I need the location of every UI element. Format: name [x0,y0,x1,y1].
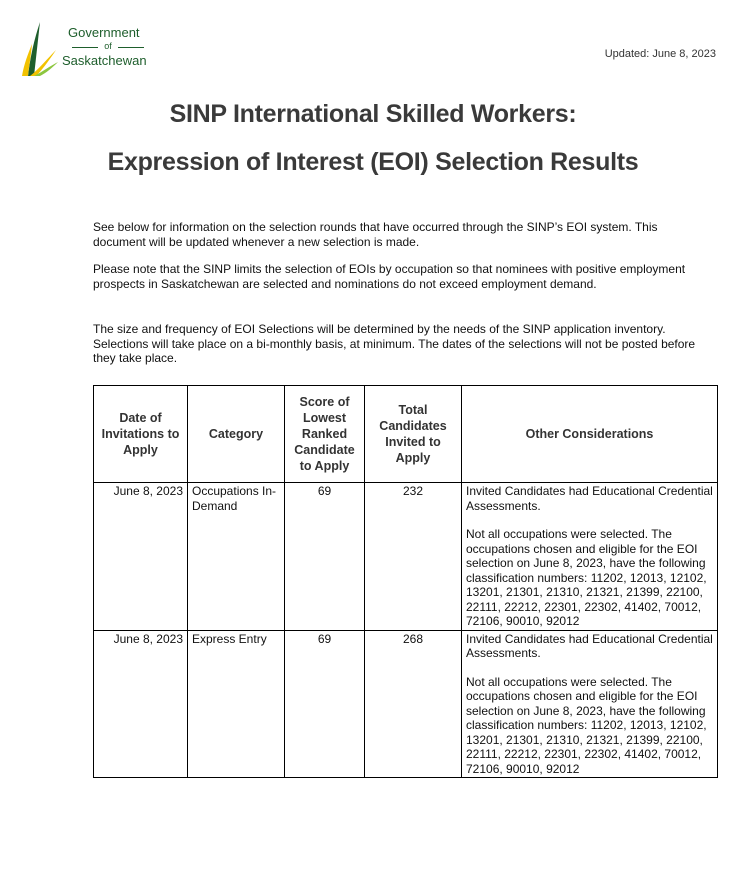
wheat-logo-icon [20,18,68,80]
cell-date: June 8, 2023 [94,483,188,631]
logo-text-saskatchewan: Saskatchewan [62,53,147,68]
updated-date: Updated: June 8, 2023 [604,48,716,60]
note-spacer [466,661,713,675]
government-of-saskatchewan-logo [20,18,170,80]
other-assessment-note: Invited Candidates had Educational Credential Assessments. [466,631,713,660]
table-header-row [94,386,718,483]
note-spacer [466,513,713,527]
cell-category: Express Entry [188,630,285,778]
occupation-limit-paragraph: Please note that the SINP limits the selection of EOIs by occupation so that nominees with positive employment prospects in Saskatchewan are selected and nominations do not exceed employment demand. [93,262,686,291]
selection-frequency-paragraph: The size and frequency of EOI Selections will be determined by the needs of the SINP application inventory. Selections will take place on a bi-monthly basis, at minimum. The dates of the selections will not be posted before they take place. [93,322,696,365]
cell-score: 69 [285,630,365,778]
document-title-line-1: SINP International Skilled Workers: [169,100,577,128]
header-category: Category [188,386,285,483]
cell-total: 268 [365,630,462,778]
cell-score: 69 [285,483,365,631]
document-title-line-2: Expression of Interest (EOI) Selection Results [107,148,639,176]
cell-other [462,630,718,778]
logo-text-of: of [68,41,148,53]
other-occupation-note: Not all occupations were selected. The occupations chosen and eligible for the EOI selection on June 8, 2023, have the following classification numbers: 11202, 12013, 12102, 13201, 21301, 21310, 21321, 21399, 22100, 22111, 22212, 22301, 22302, 41402, 70012, 72106, 90010, 92012 [466,674,707,776]
logo-text-government: Government [68,25,140,40]
header-date: Date of Invitations to Apply [94,386,188,483]
cell-total: 232 [365,483,462,631]
header-other: Other Considerations [462,386,718,483]
cell-category: Occupations In-Demand [188,483,285,631]
other-occupation-note: Not all occupations were selected. The occupations chosen and eligible for the EOI selection on June 8, 2023, have the following classification numbers: 11202, 12013, 12102, 13201, 21301, 21310, 21321, 21399, 22100, 22111, 22212, 22301, 22302, 41402, 70012, 72106, 90010, 92012 [466,527,707,628]
header-total: Total Candidates Invited to Apply [365,386,462,483]
table-row [94,483,718,631]
cell-date: June 8, 2023 [94,630,188,778]
cell-other [462,483,718,631]
header-score: Score of Lowest Ranked Candidate to Apply [285,386,365,483]
selection-results-table [93,385,718,778]
other-assessment-note: Invited Candidates had Educational Credential Assessments. [466,484,713,513]
intro-paragraph: See below for information on the selection rounds that have occurred through the SINP’s EOI system. This document will be updated whenever a new selection is made. [93,220,658,249]
table-row [94,630,718,778]
